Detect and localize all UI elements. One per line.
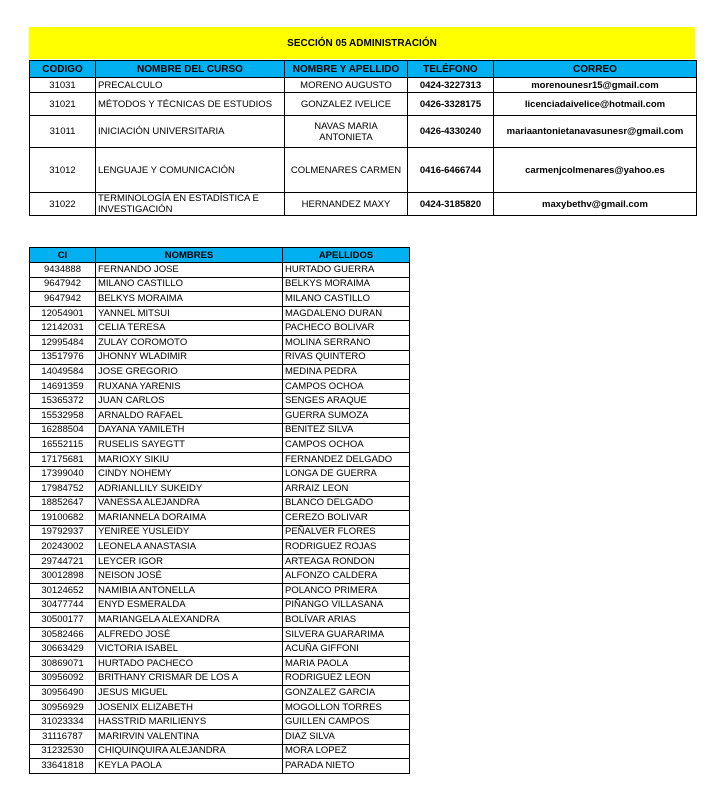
student-surnames: HURTADO GUERRA bbox=[283, 263, 410, 278]
student-surnames: MORA LOPEZ bbox=[283, 744, 410, 759]
student-surnames: MOGOLLON TORRES bbox=[283, 700, 410, 715]
course-name: TERMINOLOGÍA EN ESTADÍSTICA E INVESTIGACIÓN bbox=[96, 193, 285, 216]
student-names: MARIOXY SIKIU bbox=[96, 452, 283, 467]
course-row bbox=[30, 93, 697, 116]
student-surnames: FERNANDEZ DELGADO bbox=[283, 452, 410, 467]
student-ci: 29744721 bbox=[30, 554, 96, 569]
student-surnames: BOLÍVAR ARIAS bbox=[283, 613, 410, 628]
student-names: BELKYS MORAIMA bbox=[96, 292, 283, 307]
student-surnames: DIAZ SILVA bbox=[283, 730, 410, 745]
student-names: JESUS MIGUEL bbox=[96, 686, 283, 701]
teacher-name: GONZALEZ IVELICE bbox=[285, 93, 408, 116]
course-code: 31011 bbox=[30, 116, 96, 148]
header-nombre-apellido: NOMBRE Y APELLIDO bbox=[285, 61, 408, 78]
student-surnames: SILVERA GUARARIMA bbox=[283, 627, 410, 642]
student-row bbox=[30, 408, 410, 423]
student-row bbox=[30, 686, 410, 701]
student-row bbox=[30, 263, 410, 278]
student-names: MARIRVIN VALENTINA bbox=[96, 730, 283, 745]
student-surnames: MEDINA PEDRA bbox=[283, 365, 410, 380]
student-row bbox=[30, 744, 410, 759]
student-surnames: LONGA DE GUERRA bbox=[283, 467, 410, 482]
student-surnames: MOLINA SERRANO bbox=[283, 335, 410, 350]
student-surnames: MARIA PAOLA bbox=[283, 657, 410, 672]
student-surnames: MAGDALENO DURAN bbox=[283, 306, 410, 321]
student-names: JHONNY WLADIMIR bbox=[96, 350, 283, 365]
section-title: SECCIÓN 05 ADMINISTRACIÓN bbox=[287, 37, 437, 49]
student-names: VANESSA ALEJANDRA bbox=[96, 496, 283, 511]
header-ci: CI bbox=[30, 248, 96, 263]
students-table bbox=[29, 247, 410, 774]
student-surnames: BLANCO DELGADO bbox=[283, 496, 410, 511]
student-surnames: CAMPOS OCHOA bbox=[283, 438, 410, 453]
student-ci: 14691359 bbox=[30, 379, 96, 394]
student-ci: 30956929 bbox=[30, 700, 96, 715]
student-ci: 20243002 bbox=[30, 540, 96, 555]
student-surnames: ALFONZO CALDERA bbox=[283, 569, 410, 584]
student-row bbox=[30, 467, 410, 482]
student-row bbox=[30, 394, 410, 409]
student-row bbox=[30, 700, 410, 715]
student-surnames: SENGES ARAQUE bbox=[283, 394, 410, 409]
student-ci: 12142031 bbox=[30, 321, 96, 336]
course-code: 31031 bbox=[30, 78, 96, 93]
teacher-phone: 0426-3328175 bbox=[408, 93, 494, 116]
student-names: VICTORIA ISABEL bbox=[96, 642, 283, 657]
student-row bbox=[30, 730, 410, 745]
course-name: INICIACIÓN UNIVERSITARIA bbox=[96, 116, 285, 148]
courses-header-row bbox=[30, 61, 697, 78]
teacher-name: MORENO AUGUSTO bbox=[285, 78, 408, 93]
student-names: YANNEL MITSUI bbox=[96, 306, 283, 321]
student-surnames: ACUÑA GIFFONI bbox=[283, 642, 410, 657]
student-surnames: CAMPOS OCHOA bbox=[283, 379, 410, 394]
student-row bbox=[30, 627, 410, 642]
section-title-banner bbox=[29, 27, 695, 59]
student-ci: 17399040 bbox=[30, 467, 96, 482]
student-names: FERNANDO JOSE bbox=[96, 263, 283, 278]
student-surnames: GUILLEN CAMPOS bbox=[283, 715, 410, 730]
student-ci: 30582466 bbox=[30, 627, 96, 642]
student-names: ADRIANLLILY SUKEIDY bbox=[96, 481, 283, 496]
teacher-name: COLMENARES CARMEN bbox=[285, 148, 408, 193]
student-row bbox=[30, 277, 410, 292]
course-row bbox=[30, 193, 697, 216]
student-surnames: GUERRA SUMOZA bbox=[283, 408, 410, 423]
course-name: LENGUAJE Y COMUNICACIÓN bbox=[96, 148, 285, 193]
student-names: LEONELA ANASTASIA bbox=[96, 540, 283, 555]
student-row bbox=[30, 292, 410, 307]
student-names: NEISON JOSÉ bbox=[96, 569, 283, 584]
student-row bbox=[30, 365, 410, 380]
student-surnames: ARRAIZ LEON bbox=[283, 481, 410, 496]
student-row bbox=[30, 657, 410, 672]
student-row bbox=[30, 511, 410, 526]
course-code: 31022 bbox=[30, 193, 96, 216]
student-ci: 30500177 bbox=[30, 613, 96, 628]
teacher-email: carmenjcolmenares@yahoo.es bbox=[494, 148, 697, 193]
student-ci: 9434888 bbox=[30, 263, 96, 278]
student-row bbox=[30, 306, 410, 321]
header-correo: CORREO bbox=[494, 61, 697, 78]
student-surnames: ARTEAGA RONDON bbox=[283, 554, 410, 569]
student-ci: 33641818 bbox=[30, 759, 96, 774]
student-surnames: BELKYS MORAIMA bbox=[283, 277, 410, 292]
student-names: MILANO CASTILLO bbox=[96, 277, 283, 292]
student-ci: 17984752 bbox=[30, 481, 96, 496]
student-names: RUSELIS SAYEGTT bbox=[96, 438, 283, 453]
student-ci: 30012898 bbox=[30, 569, 96, 584]
student-row bbox=[30, 525, 410, 540]
student-ci: 30869071 bbox=[30, 657, 96, 672]
student-surnames: MILANO CASTILLO bbox=[283, 292, 410, 307]
student-names: HASSTRID MARILIENYS bbox=[96, 715, 283, 730]
teacher-phone: 0424-3227313 bbox=[408, 78, 494, 93]
teacher-email: mariaantonietanavasunesr@gmail.com bbox=[494, 116, 697, 148]
student-ci: 19100682 bbox=[30, 511, 96, 526]
student-row bbox=[30, 598, 410, 613]
teacher-name: NAVAS MARIA ANTONIETA bbox=[285, 116, 408, 148]
teacher-email: maxybethv@gmail.com bbox=[494, 193, 697, 216]
student-names: KEYLA PAOLA bbox=[96, 759, 283, 774]
student-ci: 30477744 bbox=[30, 598, 96, 613]
header-apellidos: APELLIDOS bbox=[283, 248, 410, 263]
student-names: CHIQUINQUIRA ALEJANDRA bbox=[96, 744, 283, 759]
header-nombre-curso: NOMBRE DEL CURSO bbox=[96, 61, 285, 78]
student-ci: 12995484 bbox=[30, 335, 96, 350]
course-row bbox=[30, 148, 697, 193]
student-row bbox=[30, 379, 410, 394]
student-names: JOSENIX ELIZABETH bbox=[96, 700, 283, 715]
student-surnames: PEÑALVER FLORES bbox=[283, 525, 410, 540]
student-row bbox=[30, 642, 410, 657]
teacher-email: licenciadaivelice@hotmail.com bbox=[494, 93, 697, 116]
student-ci: 31116787 bbox=[30, 730, 96, 745]
teacher-email: morenounesr15@gmail.com bbox=[494, 78, 697, 93]
student-names: YENIREE YUSLEIDY bbox=[96, 525, 283, 540]
student-ci: 30663429 bbox=[30, 642, 96, 657]
students-header-row bbox=[30, 248, 410, 263]
student-row bbox=[30, 438, 410, 453]
student-names: CINDY NOHEMY bbox=[96, 467, 283, 482]
student-ci: 9647942 bbox=[30, 292, 96, 307]
student-names: DAYANA YAMILETH bbox=[96, 423, 283, 438]
student-ci: 12054901 bbox=[30, 306, 96, 321]
student-ci: 16288504 bbox=[30, 423, 96, 438]
student-ci: 17175681 bbox=[30, 452, 96, 467]
student-ci: 14049584 bbox=[30, 365, 96, 380]
student-names: RUXANA YARENIS bbox=[96, 379, 283, 394]
student-surnames: RODRIGUEZ ROJAS bbox=[283, 540, 410, 555]
course-name: PRECALCULO bbox=[96, 78, 285, 93]
student-row bbox=[30, 350, 410, 365]
student-names: CELIA TERESA bbox=[96, 321, 283, 336]
student-names: LEYCER IGOR bbox=[96, 554, 283, 569]
student-names: ALFREDO JOSÉ bbox=[96, 627, 283, 642]
student-row bbox=[30, 613, 410, 628]
student-surnames: PARADA NIETO bbox=[283, 759, 410, 774]
student-names: MARIANNELA DORAIMA bbox=[96, 511, 283, 526]
course-code: 31012 bbox=[30, 148, 96, 193]
student-ci: 15532958 bbox=[30, 408, 96, 423]
course-row bbox=[30, 78, 697, 93]
student-names: HURTADO PACHECO bbox=[96, 657, 283, 672]
student-surnames: PACHECO BOLIVAR bbox=[283, 321, 410, 336]
student-names: ZULAY COROMOTO bbox=[96, 335, 283, 350]
student-row bbox=[30, 569, 410, 584]
student-surnames: GONZALEZ GARCIA bbox=[283, 686, 410, 701]
student-ci: 18852647 bbox=[30, 496, 96, 511]
student-surnames: POLANCO PRIMERA bbox=[283, 584, 410, 599]
student-ci: 30124652 bbox=[30, 584, 96, 599]
teacher-phone: 0426-4330240 bbox=[408, 116, 494, 148]
student-row bbox=[30, 540, 410, 555]
student-ci: 31023334 bbox=[30, 715, 96, 730]
student-row bbox=[30, 481, 410, 496]
student-names: JOSE GREGORIO bbox=[96, 365, 283, 380]
header-codigo: CODIGO bbox=[30, 61, 96, 78]
courses-table bbox=[29, 60, 697, 216]
student-surnames: BENITEZ SILVA bbox=[283, 423, 410, 438]
student-row bbox=[30, 715, 410, 730]
teacher-name: HERNANDEZ MAXY bbox=[285, 193, 408, 216]
student-surnames: RIVAS QUINTERO bbox=[283, 350, 410, 365]
student-names: ARNALDO RAFAEL bbox=[96, 408, 283, 423]
student-surnames: CEREZO BOLIVAR bbox=[283, 511, 410, 526]
student-row bbox=[30, 496, 410, 511]
student-ci: 30956490 bbox=[30, 686, 96, 701]
student-row bbox=[30, 335, 410, 350]
student-row bbox=[30, 554, 410, 569]
course-row bbox=[30, 116, 697, 148]
student-ci: 16552115 bbox=[30, 438, 96, 453]
student-names: MARIANGELA ALEXANDRA bbox=[96, 613, 283, 628]
student-surnames: RODRIGUEZ LEON bbox=[283, 671, 410, 686]
header-nombres: NOMBRES bbox=[96, 248, 283, 263]
student-row bbox=[30, 452, 410, 467]
student-row bbox=[30, 759, 410, 774]
teacher-phone: 0416-6466744 bbox=[408, 148, 494, 193]
student-ci: 13517976 bbox=[30, 350, 96, 365]
student-ci: 15365372 bbox=[30, 394, 96, 409]
student-ci: 19792937 bbox=[30, 525, 96, 540]
student-names: NAMIBIA ANTONELLA bbox=[96, 584, 283, 599]
student-names: BRITHANY CRISMAR DE LOS A bbox=[96, 671, 283, 686]
student-row bbox=[30, 671, 410, 686]
student-ci: 31232530 bbox=[30, 744, 96, 759]
student-surnames: PIÑANGO VILLASANA bbox=[283, 598, 410, 613]
student-row bbox=[30, 423, 410, 438]
course-code: 31021 bbox=[30, 93, 96, 116]
student-ci: 9647942 bbox=[30, 277, 96, 292]
student-names: ENYD ESMERALDA bbox=[96, 598, 283, 613]
student-row bbox=[30, 584, 410, 599]
student-ci: 30956092 bbox=[30, 671, 96, 686]
student-names: JUAN CARLOS bbox=[96, 394, 283, 409]
header-telefono: TELÉFONO bbox=[408, 61, 494, 78]
teacher-phone: 0424-3185820 bbox=[408, 193, 494, 216]
student-row bbox=[30, 321, 410, 336]
course-name: MÉTODOS Y TÉCNICAS DE ESTUDIOS bbox=[96, 93, 285, 116]
